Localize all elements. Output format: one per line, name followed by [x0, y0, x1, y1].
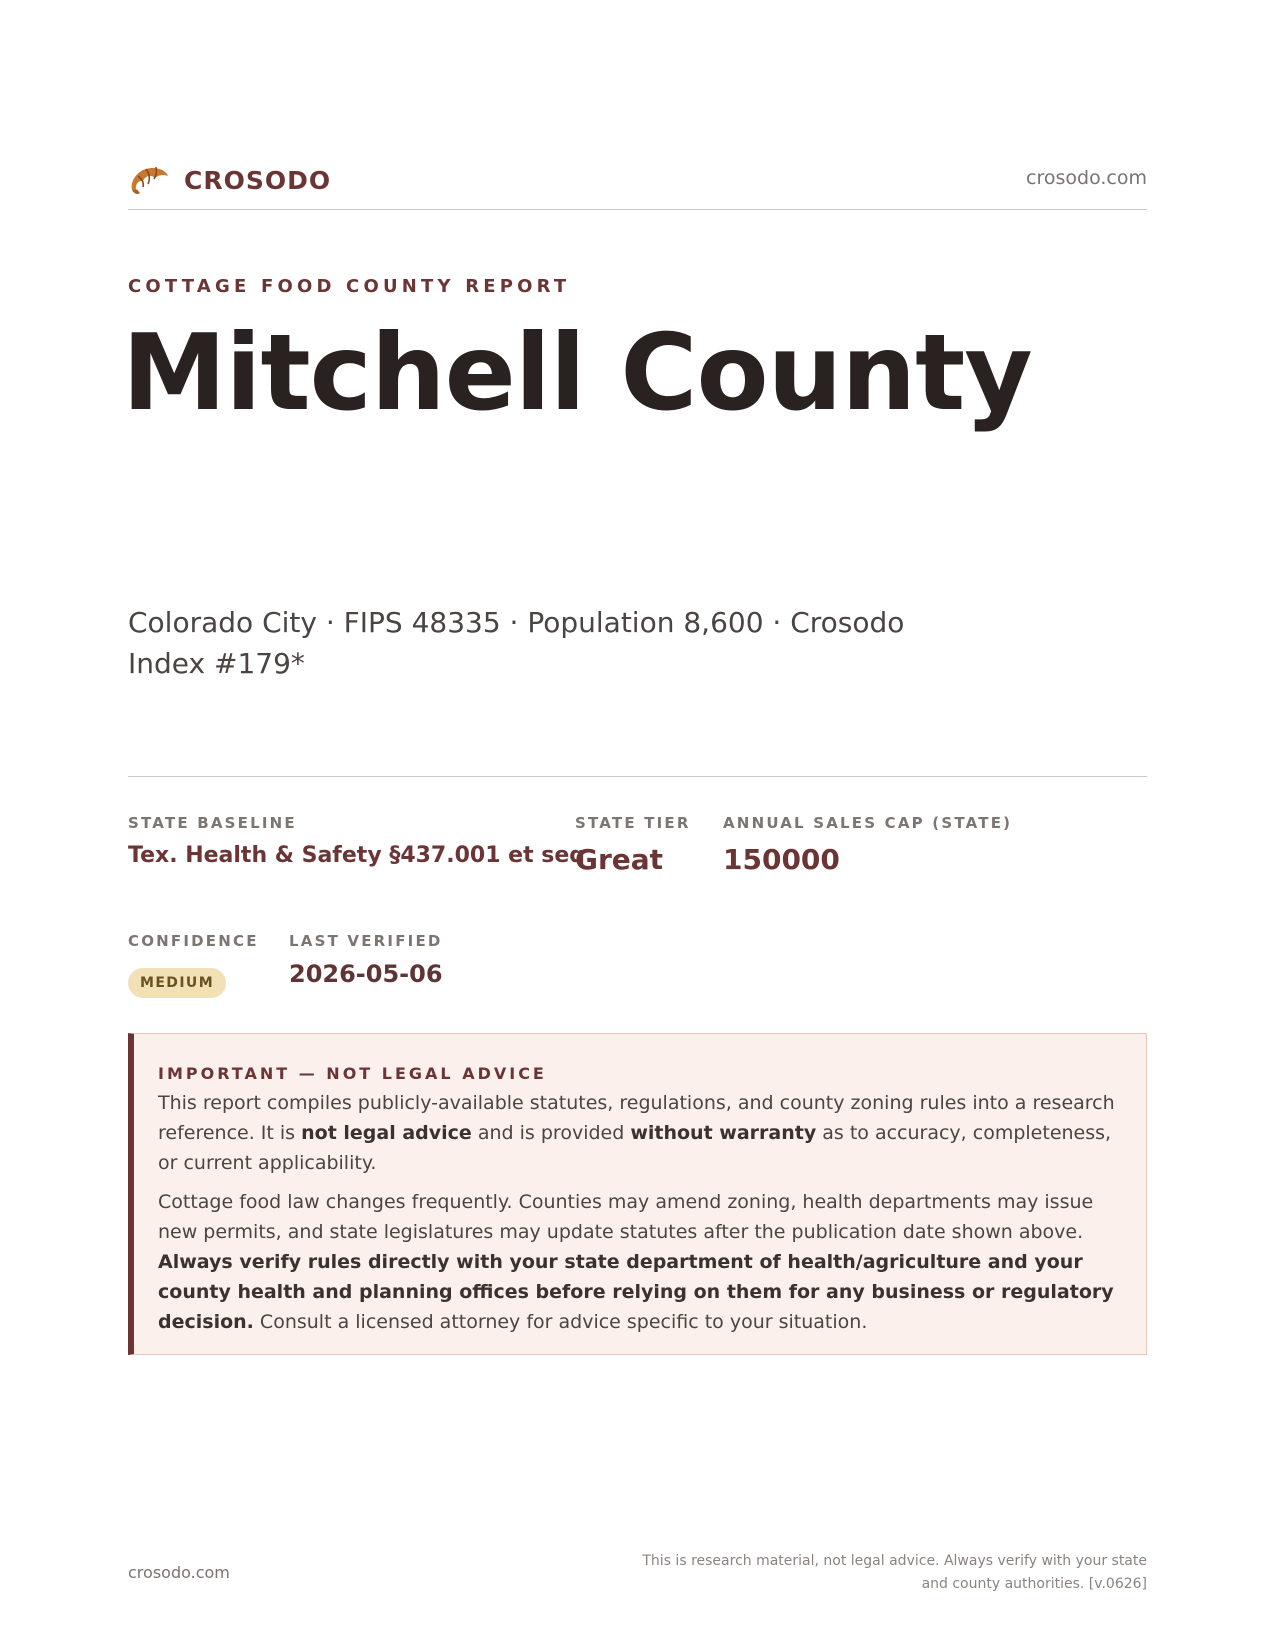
- annual-sales-cap-value: 150000: [723, 843, 840, 876]
- footer-site-link[interactable]: crosodo.com: [128, 1563, 230, 1582]
- notice-text: Cottage food law changes frequently. Counties may amend zoning, health departments may issue new permits, and state legislatures may update statutes after the publication date shown above.: [158, 1191, 1094, 1243]
- report-subtitle: Colorado City · FIPS 48335 · Population 8,600 · Crosodo Index #179*: [128, 606, 905, 680]
- notice-text: and is provided: [471, 1122, 631, 1144]
- notice-paragraph-1: [158, 1088, 1118, 1178]
- header-divider: [128, 209, 1147, 210]
- last-verified-label: LAST VERIFIED: [289, 932, 443, 950]
- annual-sales-cap-label: ANNUAL SALES CAP (STATE): [723, 814, 1013, 832]
- state-tier-label: STATE TIER: [575, 814, 691, 832]
- notice-emphasis: Always verify rules directly with your state department of health/agriculture and your county health and planning offices before relying on them for any business or regulatory decision.: [158, 1251, 1114, 1333]
- notice-paragraph-2: [158, 1187, 1118, 1337]
- site-link[interactable]: crosodo.com: [1026, 167, 1147, 189]
- confidence-label: CONFIDENCE: [128, 932, 259, 950]
- notice-text: Consult a licensed attorney for advice specific to your situation.: [253, 1311, 868, 1333]
- notice-text: as to accuracy, completeness, or current applicability.: [158, 1122, 1112, 1174]
- state-baseline-value: Tex. Health & Safety §437.001 et seq.: [128, 843, 594, 868]
- confidence-badge: MEDIUM: [128, 968, 226, 998]
- legal-notice: [128, 1033, 1147, 1355]
- notice-text: This report compiles publicly-available statutes, regulations, and county zoning rules into a research reference. It is: [158, 1092, 1115, 1144]
- page-title: Mitchell County: [122, 312, 1032, 434]
- footer-disclaimer: This is research material, not legal advice. Always verify with your state and county authorities. [v.0626]: [642, 1553, 1147, 1592]
- notice-emphasis: without warranty: [630, 1122, 817, 1144]
- notice-heading: IMPORTANT — NOT LEGAL ADVICE: [158, 1064, 547, 1083]
- brand-name: CROSODO: [184, 165, 332, 195]
- state-tier-value: Great: [575, 843, 664, 876]
- brand: [128, 160, 331, 200]
- report-eyebrow: COTTAGE FOOD COUNTY REPORT: [128, 276, 571, 297]
- section-divider: [128, 776, 1147, 777]
- last-verified-value: 2026-05-06: [289, 960, 443, 988]
- state-baseline-label: STATE BASELINE: [128, 814, 297, 832]
- croissant-icon: [128, 160, 170, 200]
- notice-emphasis: not legal advice: [301, 1122, 472, 1144]
